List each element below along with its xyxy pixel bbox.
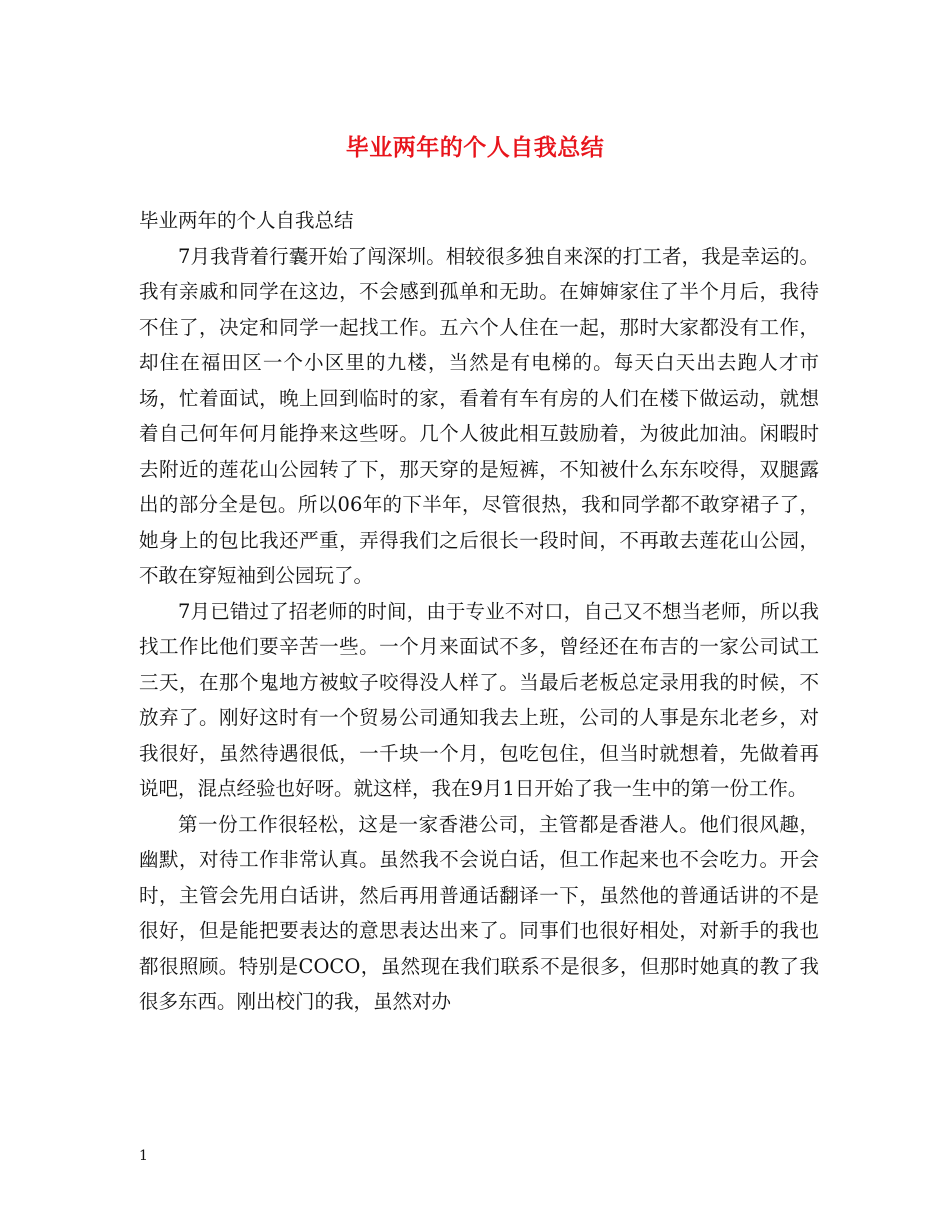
paragraph-1: 7月我背着行囊开始了闯深圳。相较很多独自来深的打工者，我是幸运的。我有亲戚和同学在这边，不会感到孤单和无助。在婶婶家住了半个月后，我待不住了，决定和同学一起找工作。五六个人住在一起，那时大家都没有工作，却住在福田区一个小区里的九楼，当然是有电梯的。每天白天出去跑人才市场，忙着面试，晚上回到临时的家，看着有车有房的人们在楼下做运动，就想着自己何年何月能挣来这些呀。几个人彼此相互鼓励着，为彼此加油。闲暇时去附近的莲花山公园转了下，那天穿的是短裤，不知被什么东东咬得，双腿露出的部分全是包。所以06年的下半年，尽管很热，我和同学都不敢穿裙子了，她身上的包比我还严重，弄得我们之后很长一段时间，不再敢去莲花山公园，不敢在穿短袖到公园玩了。: [139, 244, 819, 587]
paragraph-3: 第一份工作很轻松，这是一家香港公司，主管都是香港人。他们很风趣，幽默，对待工作非常认真。虽然我不会说白话，但工作起来也不会吃力。开会时，主管会先用白话讲，然后再用普通话翻译一下，虽然他的普通话讲的不是很好，但是能把要表达的意思表达出来了。同事们也很好相处，对新手的我也都很照顾。特别是COCO，虽然现在我们联系不是很多，但那时她真的教了我很多东西。刚出校门的我，虽然对办: [139, 812, 819, 1013]
page-number: 1: [139, 1148, 148, 1164]
document-heading: 毕业两年的个人自我总结: [139, 209, 354, 232]
paragraph-2: 7月已错过了招老师的时间，由于专业不对口，自己又不想当老师，所以我找工作比他们要辛苦一些。一个月来面试不多，曾经还在布吉的一家公司试工三天，在那个鬼地方被蚊子咬得没人样了。当最后老板总定录用我的时候，不放弃了。刚好这时有一个贸易公司通知我去上班，公司的人事是东北老乡，对我很好，虽然待遇很低，一千块一个月，包吃包住，但当时就想着，先做着再说吧，混点经验也好呀。就这样，我在9月1日开始了我一生中的第一份工作。: [139, 599, 819, 800]
document-title: 毕业两年的个人自我总结: [345, 134, 605, 161]
document-body: [139, 203, 819, 1020]
